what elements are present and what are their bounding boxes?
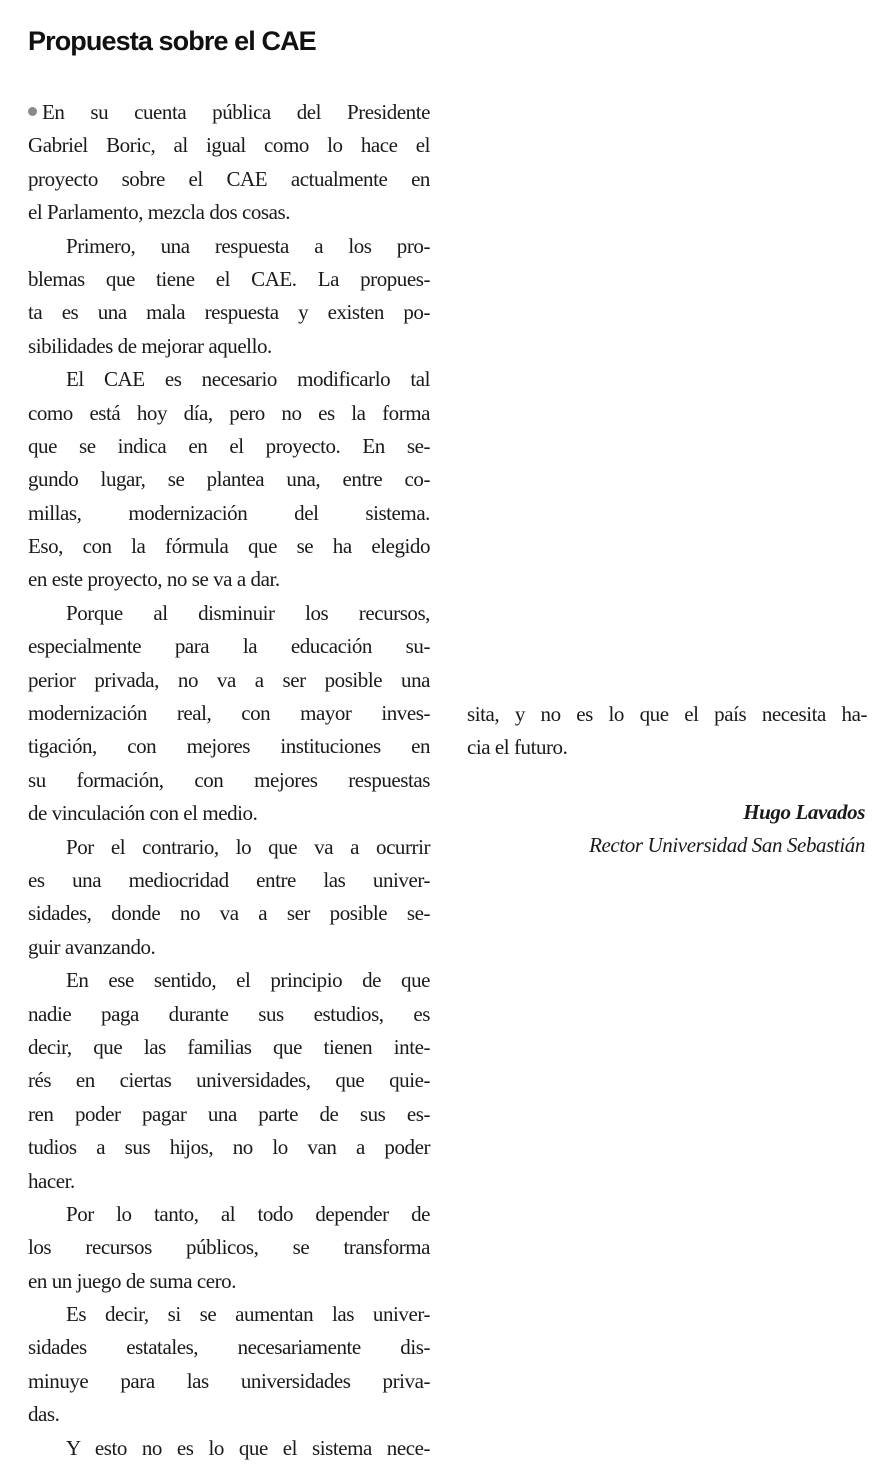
paragraph-3-line-7: en este proyecto, no se va a dar.	[28, 567, 280, 592]
paragraph-9-line-2: sita, y no es lo que el país necesita ha-	[467, 702, 867, 726]
paragraph-6-line-3: decir, que las familias que tienen inte-	[28, 1034, 430, 1059]
paragraph-4-line-7: de vinculación con el medio.	[28, 801, 258, 826]
author-title: Rector Universidad San Sebastián	[589, 833, 865, 858]
paragraph-5-line-2: es una mediocridad entre las univer-	[28, 867, 430, 892]
paragraph-5-line-1: Por el contrario, lo que va a ocurrir	[66, 834, 430, 859]
bullet-icon	[28, 107, 37, 116]
paragraph-4-line-1: Porque al disminuir los recursos,	[66, 600, 430, 625]
paragraph-1-line-2: Gabriel Boric, al igual como lo hace el	[28, 133, 430, 158]
paragraph-3-line-3: que se indica en el proyecto. En se-	[28, 433, 430, 458]
paragraph-8-line-4: das.	[28, 1402, 60, 1427]
paragraph-6-line-7: hacer.	[28, 1168, 75, 1193]
paragraph-7-line-2: los recursos públicos, se transforma	[28, 1235, 430, 1260]
paragraph-9-line-1: Y esto no es lo que el sistema nece-	[66, 1435, 430, 1460]
paragraph-5-line-3: sidades, donde no va a ser posible se-	[28, 901, 430, 926]
paragraph-7-line-1: Por lo tanto, al todo depender de	[66, 1201, 430, 1226]
paragraph-8-line-1: Es decir, si se aumentan las univer-	[66, 1302, 430, 1327]
paragraph-4-line-2: especialmente para la educación su-	[28, 634, 430, 659]
paragraph-4-line-6: su formación, con mejores respuestas	[28, 767, 430, 792]
paragraph-6-line-1: En ese sentido, el principio de que	[66, 968, 430, 993]
paragraph-4-line-3: perior privada, no va a ser posible una	[28, 667, 430, 692]
article-body-left-column	[28, 96, 430, 1465]
paragraph-5-line-4: guir avanzando.	[28, 934, 156, 959]
paragraph-6-line-5: ren poder pagar una parte de sus es-	[28, 1101, 430, 1126]
article-body-right-column	[467, 698, 867, 765]
paragraph-6-line-4: rés en ciertas universidades, que quie-	[28, 1068, 430, 1093]
paragraph-3-line-6: Eso, con la fórmula que se ha elegido	[28, 534, 430, 559]
paragraph-3-line-4: gundo lugar, se plantea una, entre co-	[28, 467, 430, 492]
paragraph-2-line-2: blemas que tiene el CAE. La propues-	[28, 266, 430, 291]
paragraph-4-line-5: tigación, con mejores instituciones en	[28, 734, 430, 759]
paragraph-1-line-4: el Parlamento, mezcla dos cosas.	[28, 200, 291, 225]
paragraph-1-line-1: En su cuenta pública del Presidente	[28, 96, 430, 129]
paragraph-3-line-2: como está hoy día, pero no es la forma	[28, 400, 430, 425]
paragraph-7-line-3: en un juego de suma cero.	[28, 1268, 237, 1293]
paragraph-2-line-4: sibilidades de mejorar aquello.	[28, 333, 272, 358]
paragraph-8-line-2: sidades estatales, necesariamente dis-	[28, 1335, 430, 1360]
paragraph-6-line-6: tudios a sus hijos, no lo van a poder	[28, 1135, 430, 1160]
paragraph-9-line-3: cia el futuro.	[467, 735, 568, 760]
paragraph-8-line-3: minuye para las universidades priva-	[28, 1368, 430, 1393]
paragraph-2-line-3: ta es una mala respuesta y existen po-	[28, 300, 430, 325]
paragraph-4-line-4: modernización real, con mayor inves-	[28, 701, 430, 726]
author-signature	[467, 796, 865, 863]
paragraph-6-line-2: nadie paga durante sus estudios, es	[28, 1001, 430, 1026]
paragraph-3-line-5: millas, modernización del sistema.	[28, 500, 430, 525]
author-name: Hugo Lavados	[743, 800, 865, 824]
paragraph-1-line-3: proyecto sobre el CAE actualmente en	[28, 166, 430, 191]
paragraph-2-line-1: Primero, una respuesta a los pro-	[66, 233, 430, 258]
article-headline: Propuesta sobre el CAE	[28, 26, 316, 56]
paragraph-3-line-1: El CAE es necesario modificarlo tal	[66, 367, 430, 392]
